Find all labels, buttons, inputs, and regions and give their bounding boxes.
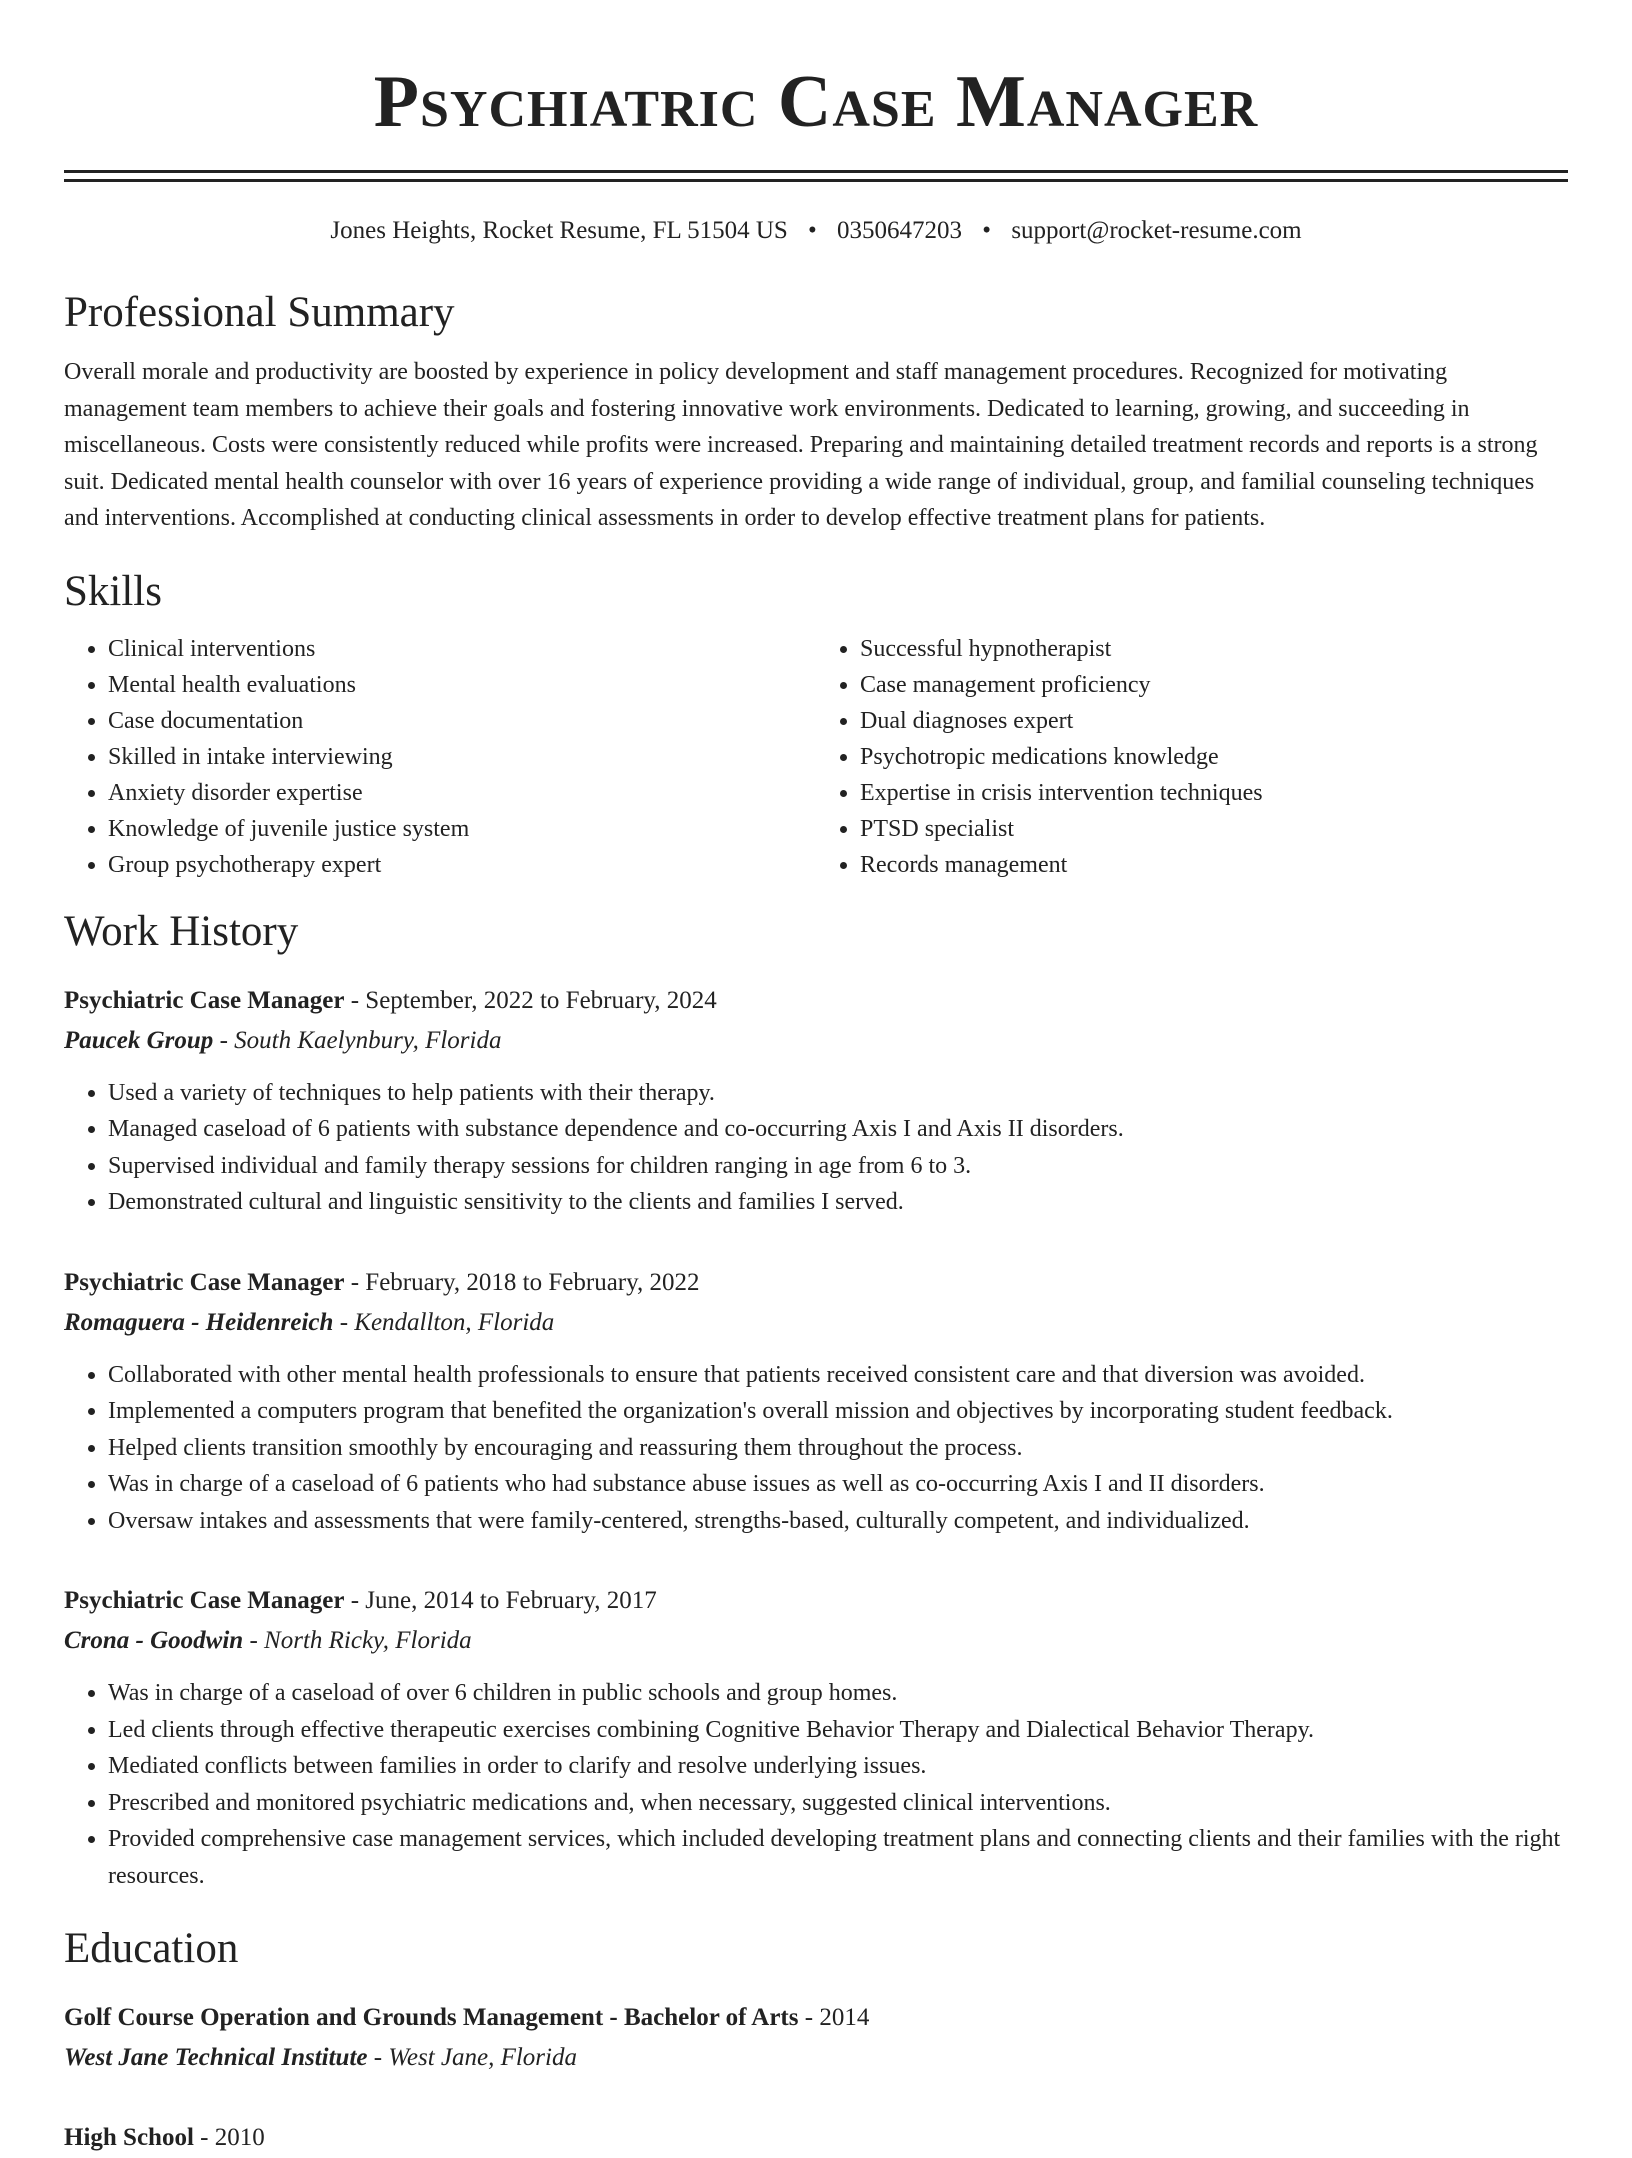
contact-line: [64, 214, 1568, 248]
job-bullets: [64, 1675, 1568, 1894]
job-bullet: • Helped clients transition smoothly by encouraging and reassuring them throughout the process.: [108, 1430, 1568, 1467]
job-bullet: • Led clients through effective therapeutic exercises combining Cognitive Behavior Therapy and Dialectical Behavior Therapy.: [108, 1712, 1568, 1749]
job-bullet: • Used a variety of techniques to help patients with their therapy.: [108, 1075, 1568, 1112]
education-header: [64, 2118, 1568, 2158]
education-header: [64, 1998, 1568, 2038]
contact-phone: 0350647203: [837, 217, 963, 244]
skill-item: • Successful hypnotherapist: [860, 631, 1568, 667]
skills-grid: [64, 631, 1568, 883]
job-bullet: • Collaborated with other mental health professionals to ensure that patients received consistent care and that diversion was avoided.: [108, 1357, 1568, 1394]
job-entry: [64, 1581, 1568, 1894]
contact-separator: •: [982, 217, 992, 244]
skills-heading: Skills: [64, 567, 162, 615]
job-bullet: • Managed caseload of 6 patients with substance dependence and co-occurring Axis I and Axis II disorders.: [108, 1111, 1568, 1148]
education-entry: [64, 1998, 1568, 2078]
job-bullet: • Was in charge of a caseload of over 6 children in public schools and group homes.: [108, 1675, 1568, 1712]
candidate-name: Psychiatric Case Manager: [373, 61, 1259, 143]
education-school: West Jane Technical Institute: [64, 2044, 368, 2071]
education-entry: [64, 2118, 1568, 2158]
job-bullet: • Implemented a computers program that benefited the organization's overall mission and objectives by incorporating student feedback.: [108, 1393, 1568, 1430]
job-role: Psychiatric Case Manager: [64, 1587, 345, 1614]
job-employer: [64, 1621, 1568, 1661]
header-divider: [64, 170, 1568, 182]
job-dates: - September, 2022 to February, 2024: [344, 986, 717, 1014]
education-heading: Education: [64, 1925, 239, 1972]
job-role: Psychiatric Case Manager: [64, 986, 345, 1014]
job-location: - South Kaelynbury, Florida: [213, 1026, 502, 1054]
summary-heading: Professional Summary: [64, 289, 455, 336]
summary-text: Overall morale and productivity are boosted by experience in policy development and staff management procedures. Recognized for motivating management team members to achieve their goals and fostering innovative work environments. Dedicated to learning, growing, and succeeding in miscellaneous. Costs were consistently reduced while profits were increased. Preparing and maintaining detailed treatment records and reports is a strong suit. Dedicated mental health counselor with over 16 years of experience providing a wide range of individual, group, and familial counseling techniques and interventions. Accomplished at conducting clinical assessments in order to develop effective treatment plans for patients.: [64, 359, 1538, 531]
skill-item: • Skilled in intake interviewing: [108, 739, 816, 775]
job-bullet: • Demonstrated cultural and linguistic sensitivity to the clients and families I served.: [108, 1184, 1568, 1221]
education-year: - 2010: [193, 2124, 265, 2151]
job-header: [64, 981, 1568, 1021]
job-location: - Kendallton, Florida: [333, 1308, 555, 1336]
job-employer: [64, 1303, 1568, 1343]
education-location: - West Jane, Florida: [367, 2044, 577, 2071]
skill-item: • Case documentation: [108, 703, 816, 739]
job-company: Paucek Group: [64, 1026, 214, 1054]
contact-email[interactable]: support@rocket-resume.com: [1011, 217, 1302, 244]
job-employer: [64, 1021, 1568, 1061]
job-company: Romaguera - Heidenreich: [64, 1308, 334, 1336]
skill-item: • Anxiety disorder expertise: [108, 775, 816, 811]
job-dates: - June, 2014 to February, 2017: [344, 1587, 657, 1614]
skill-item: • Knowledge of juvenile justice system: [108, 811, 816, 847]
contact-separator: •: [808, 217, 817, 244]
job-bullets: [64, 1075, 1568, 1221]
contact-address: Jones Heights, Rocket Resume, FL 51504 US: [330, 217, 788, 244]
skills-column-right: [816, 631, 1568, 883]
skill-item: • Case management proficiency: [860, 667, 1568, 703]
job-bullet: • Prescribed and monitored psychiatric medications and, when necessary, suggested clinical interventions.: [108, 1785, 1568, 1822]
job-entry: [64, 1263, 1568, 1540]
skill-item: • Dual diagnoses expert: [860, 703, 1568, 739]
education-degree: Golf Course Operation and Grounds Management - Bachelor of Arts: [64, 2004, 799, 2031]
skill-item: • Group psychotherapy expert: [108, 847, 816, 883]
education-year: - 2014: [798, 2004, 870, 2031]
skill-item: • Clinical interventions: [108, 631, 816, 667]
job-role: Psychiatric Case Manager: [64, 1268, 345, 1296]
job-header: [64, 1263, 1568, 1303]
skill-item: • Records management: [860, 847, 1568, 883]
job-entry: [64, 981, 1568, 1221]
skill-item: • Mental health evaluations: [108, 667, 816, 703]
job-bullet: • Provided comprehensive case management services, which included developing treatment plans and connecting clients and their families with the right resources.: [108, 1821, 1568, 1894]
job-company: Crona - Goodwin: [64, 1627, 244, 1654]
job-bullet: • Mediated conflicts between families in order to clarify and resolve underlying issues.: [108, 1748, 1568, 1785]
education-institution: [64, 2038, 1568, 2078]
job-location: - North Ricky, Florida: [243, 1627, 472, 1654]
job-dates: - February, 2018 to February, 2022: [344, 1268, 700, 1296]
job-header: [64, 1581, 1568, 1621]
skill-item: • Psychotropic medications knowledge: [860, 739, 1568, 775]
job-bullet: • Was in charge of a caseload of 6 patients who had substance abuse issues as well as co-occurring Axis I and II disorders.: [108, 1466, 1568, 1503]
work-history-heading: Work History: [64, 907, 299, 955]
skill-item: • PTSD specialist: [860, 811, 1568, 847]
skill-item: • Expertise in crisis intervention techniques: [860, 775, 1568, 811]
education-degree: High School: [64, 2124, 194, 2151]
job-bullet: • Supervised individual and family therapy sessions for children ranging in age from 6 to 3.: [108, 1148, 1568, 1185]
skills-column-left: [64, 631, 816, 883]
job-bullets: [64, 1357, 1568, 1540]
job-bullet: • Oversaw intakes and assessments that were family-centered, strengths-based, culturally competent, and individualized.: [108, 1503, 1568, 1540]
